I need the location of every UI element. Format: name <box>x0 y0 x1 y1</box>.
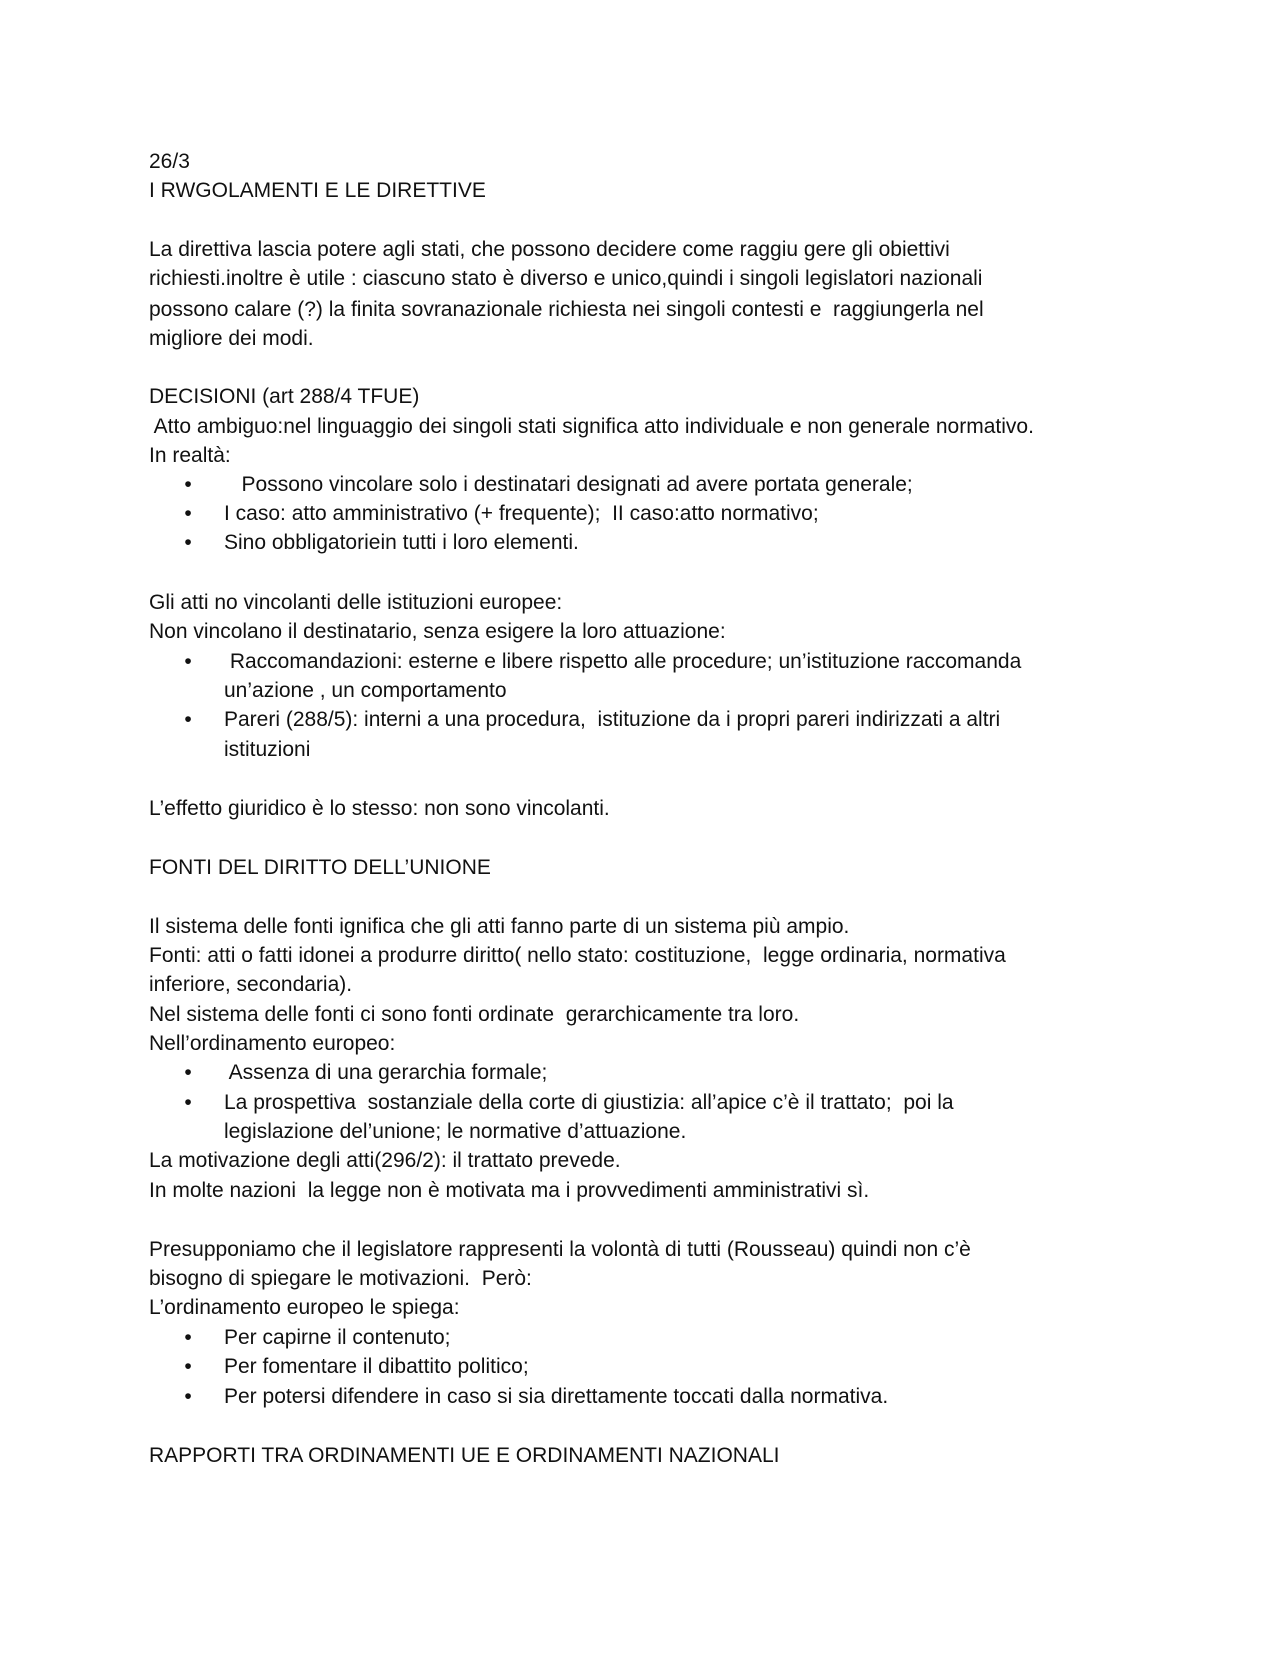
paragraph-line: La motivazione degli atti(296/2): il trattato prevede. <box>149 1149 621 1172</box>
list-item: I caso: atto amministrativo (+ frequente); II caso:atto normativo; <box>224 502 819 525</box>
paragraph-line: Non vincolano il destinatario, senza esigere la loro attuazione: <box>149 620 726 643</box>
paragraph-line: possono calare (?) la finita sovranazionale richiesta nei singoli contesti e raggiungerla nel <box>149 298 984 321</box>
bullet-icon: • <box>184 1355 192 1378</box>
bullet-icon: • <box>184 502 192 525</box>
paragraph-line: Presupponiamo che il legislatore rappresenti la volontà di tutti (Rousseau) quindi non c’è <box>149 1238 971 1261</box>
heading-decisioni: DECISIONI (art 288/4 TFUE) <box>149 385 420 408</box>
bullet-icon: • <box>184 1385 192 1408</box>
list-item: Per potersi difendere in caso si sia direttamente toccati dalla normativa. <box>224 1385 889 1408</box>
paragraph-line: In molte nazioni la legge non è motivata ma i provvedimenti amministrativi sì. <box>149 1179 870 1202</box>
list-item: Per capirne il contenuto; <box>224 1326 451 1349</box>
paragraph-line: L’ordinamento europeo le spiega: <box>149 1296 460 1319</box>
paragraph-line: migliore dei modi. <box>149 327 314 350</box>
list-item: Raccomandazioni: esterne e libere rispetto alle procedure; un’istituzione raccomanda <box>224 650 1022 673</box>
bullet-icon: • <box>184 708 192 731</box>
list-item-continuation: un’azione , un comportamento <box>224 679 507 702</box>
paragraph-line: Gli atti no vincolanti delle istituzioni europee: <box>149 591 563 614</box>
paragraph-line: Nel sistema delle fonti ci sono fonti ordinate gerarchicamente tra loro. <box>149 1003 800 1026</box>
bullet-icon: • <box>184 473 192 496</box>
bullet-icon: • <box>184 1326 192 1349</box>
list-item: Pareri (288/5): interni a una procedura, istituzione da i propri pareri indirizzati a altri <box>224 708 1001 731</box>
paragraph-line: Atto ambiguo:nel linguaggio dei singoli stati significa atto individuale e non generale normativo. <box>149 415 1034 438</box>
list-item-continuation: legislazione del’unione; le normative d’attuazione. <box>224 1120 687 1143</box>
paragraph-line: In realtà: <box>149 444 231 467</box>
paragraph-line: Fonti: atti o fatti idonei a produrre diritto( nello stato: costituzione, legge ordinaria, normativa <box>149 944 1006 967</box>
bullet-icon: • <box>184 650 192 673</box>
bullet-icon: • <box>184 531 192 554</box>
paragraph-line: richiesti.inoltre è utile : ciascuno stato è diverso e unico,quindi i singoli legislatori nazionali <box>149 267 983 290</box>
paragraph-line: Il sistema delle fonti ignifica che gli atti fanno parte di un sistema più ampio. <box>149 915 850 938</box>
list-item: La prospettiva sostanziale della corte di giustizia: all’apice c’è il trattato; poi la <box>224 1091 954 1114</box>
paragraph-line: bisogno di spiegare le motivazioni. Però: <box>149 1267 532 1290</box>
paragraph-line: L’effetto giuridico è lo stesso: non sono vincolanti. <box>149 797 610 820</box>
bullet-icon: • <box>184 1091 192 1114</box>
heading-fonti: FONTI DEL DIRITTO DELL’UNIONE <box>149 856 491 879</box>
heading-regolamenti: I RWGOLAMENTI E LE DIRETTIVE <box>149 179 486 202</box>
bullet-icon: • <box>184 1061 192 1084</box>
paragraph-line: Nell’ordinamento europeo: <box>149 1032 396 1055</box>
list-item: Assenza di una gerarchia formale; <box>224 1061 548 1084</box>
paragraph-line: inferiore, secondaria). <box>149 973 353 996</box>
list-item-continuation: istituzioni <box>224 738 311 761</box>
list-item: Possono vincolare solo i destinatari designati ad avere portata generale; <box>224 473 913 496</box>
list-item: Sino obbligatoriein tutti i loro elementi. <box>224 531 579 554</box>
paragraph-line: La direttiva lascia potere agli stati, che possono decidere come raggiu gere gli obiettivi <box>149 238 950 261</box>
heading-rapporti: RAPPORTI TRA ORDINAMENTI UE E ORDINAMENTI NAZIONALI <box>149 1444 780 1467</box>
date-line: 26/3 <box>149 150 190 173</box>
list-item: Per fomentare il dibattito politico; <box>224 1355 529 1378</box>
